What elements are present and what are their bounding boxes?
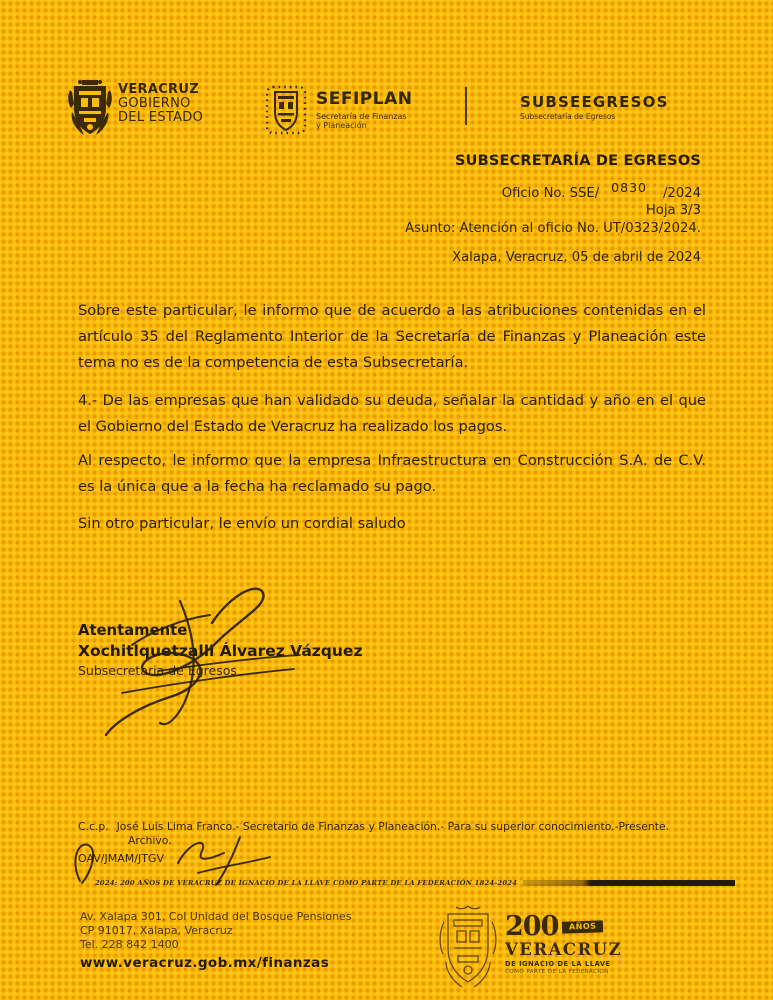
- footer-address-block: [80, 910, 352, 971]
- bicentennial-logo: [505, 911, 623, 975]
- banner-text: 2024: 200 AÑOS DE VERACRUZ DE IGNACIO DE LA LLAVE COMO PARTE DE LA FEDERACIÓN 1824-2024: [95, 879, 518, 887]
- oficio-prefix: Oficio No. SSE/: [501, 186, 600, 201]
- subsecretaria-sub: Subsecretaría de Egresos: [520, 112, 616, 121]
- gov-logo-line1: VERACRUZ: [118, 82, 199, 97]
- ccp-line1: [78, 820, 718, 834]
- sefiplan-sub1: Secretaría de Finanzas: [316, 112, 407, 121]
- ccp-recipient: José Luis Lima Franco.- Secretario de Finanzas y Planeación.- Para su superior conocimiento.-Presente.: [116, 820, 670, 833]
- gov-logo-line3: DEL ESTADO: [118, 110, 204, 125]
- signatory-name: Xochitlquetzalli Álvarez Vázquez: [78, 642, 363, 660]
- address-line2: CP 91017, Xalapa, Veracruz: [80, 924, 233, 937]
- paragraph-4: Sin otro particular, le envío un cordial saludo: [78, 515, 406, 532]
- oficio-number: 0830: [611, 180, 647, 195]
- veracruz-outline-crest-icon: [434, 902, 502, 994]
- dateline: Xalapa, Veracruz, 05 de abril de 2024: [452, 250, 701, 265]
- paragraph-3: Al respecto, le informo que la empresa Infraestructura en Construcción S.A. de C.V. es la única que a la fecha ha reclamado su pago.: [78, 452, 706, 495]
- oficio-block: [281, 180, 701, 265]
- paragraph-1: Sobre este particular, le informo que de acuerdo a las atribuciones contenidas en el artículo 35 del Reglamento Interior de la Secretaría de Finanzas y Planeación este tema no es de la competencia de esta Subsecretaría.: [78, 302, 706, 371]
- address-line1: Av. Xalapa 301, Col Unidad del Bosque Pensiones: [80, 910, 352, 923]
- sefiplan-name: SEFIPLAN: [316, 89, 413, 109]
- responsibility-initials: OAV/JMAM/JTGV: [78, 852, 164, 865]
- gov-logo-text: [118, 83, 203, 125]
- subject-line: Asunto: Atención al oficio No. UT/0323/2024.: [405, 221, 701, 236]
- ccp-label: C.c.p.: [78, 820, 109, 833]
- subsecretaria-logo-text: [520, 93, 669, 121]
- ccp-line2: Archivo.: [128, 833, 172, 847]
- sefiplan-shield-icon: [263, 84, 309, 142]
- paragraph-2: 4.- De las empresas que han validado su deuda, señalar la cantidad y año en el que el Gobierno del Estado de Veracruz ha realizado los pagos.: [78, 392, 706, 435]
- signatory-role: Subsecretaria de Egresos: [78, 663, 237, 678]
- document-title: SUBSECRETARÍA DE EGRESOS: [454, 153, 701, 169]
- gov-logo-line2: GOBIERNO: [118, 96, 191, 111]
- subsecretaria-name: SUBSEEGRESOS: [520, 93, 669, 111]
- website-url: www.veracruz.gob.mx/finanzas: [80, 955, 330, 971]
- veracruz-coat-of-arms-icon: [66, 78, 114, 142]
- address-line3: Tel. 228 842 1400: [80, 938, 179, 951]
- bicentennial-200: 200: [505, 911, 559, 942]
- sefiplan-sub2: y Planeación: [316, 121, 367, 130]
- bicentennial-line2: COMO PARTE DE LA FEDERACIÓN: [505, 969, 609, 975]
- signature-salutation: Atentamente: [78, 622, 188, 639]
- header-divider: [465, 87, 467, 125]
- oficio-line: [281, 180, 701, 201]
- bicentennial-line1: DE IGNACIO DE LA LLAVE: [505, 960, 611, 968]
- handwritten-signature: [62, 585, 322, 749]
- bicentennial-anos-badge: AÑOS: [562, 920, 604, 933]
- banner-bar: [523, 880, 735, 886]
- oficio-suffix: /2024: [662, 186, 701, 201]
- bicentennial-veracruz: VERACRUZ: [505, 940, 623, 959]
- bicentennial-banner: [95, 879, 735, 887]
- sheet-number: Hoja 3/3: [645, 203, 701, 218]
- sefiplan-logo-text: [316, 89, 412, 130]
- bicentennial-top-row: [505, 911, 622, 942]
